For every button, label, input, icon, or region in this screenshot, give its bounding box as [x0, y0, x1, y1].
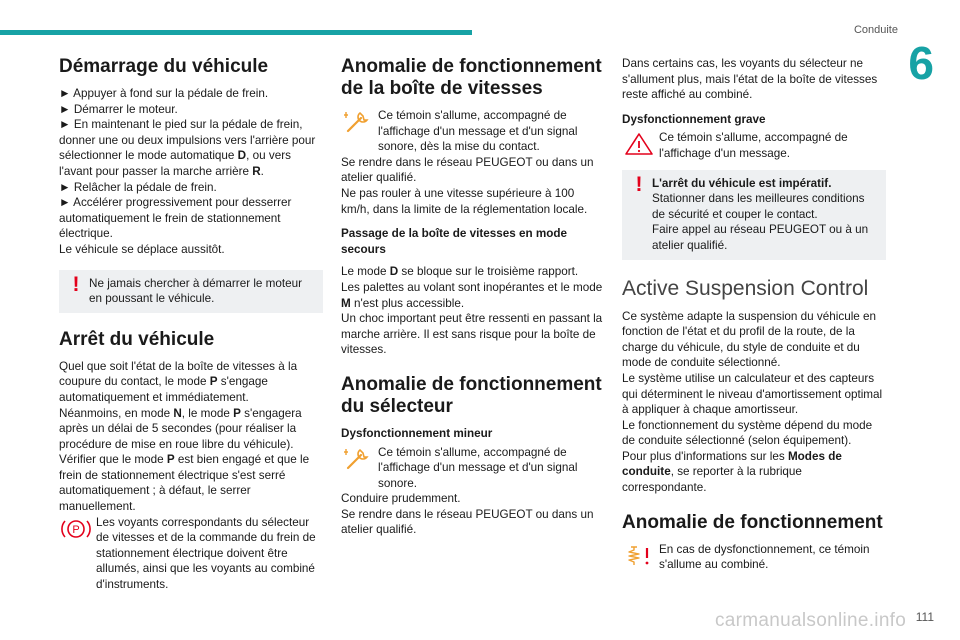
heading-minor-fault: Dysfonctionnement mineur — [341, 426, 493, 440]
heading-start: Démarrage du véhicule — [59, 56, 269, 77]
asc-p2: Le système utilise un calculateur et des capteurs qui déterminent le niveau d'amortissement optimal à appliquer à chaque amortisseur. — [622, 371, 883, 417]
heading-suspension-fault: Anomalie de fonctionnement — [622, 511, 883, 533]
stop-p4-row: P Les voyants correspondants du sélecteur de vitesses et de la commande du frein de stationnement électrique doivent être allumés, ainsi que les voyants au combiné d'instruments. — [59, 515, 323, 593]
backup-p2: Les palettes au volant sont inopérantes et le mode M n'est plus accessible. — [341, 280, 603, 310]
warning-triangle-icon — [622, 130, 656, 158]
column-1 — [59, 56, 323, 593]
asc-p1: Ce système adapte la suspension du véhicule en fonction de l'état et du profil de la route, de la charge du véhicule, du style de conduite et du mode de conduite sélectionné. — [622, 309, 877, 370]
backup-p3: Un choc important peut être ressenti en passant la marche arrière. Il est sans risque pour la boîte de vitesses. — [341, 312, 603, 357]
heading-selector-fault: Anomalie de fonctionnement du sélecteur — [341, 373, 602, 417]
start-step-3: ► En maintenant le pied sur la pédale de frein, donner une ou deux impulsions vers l'arrière pour sélectionner le mode automatique D, ou vers l'avant pour passer la marche arrière R. — [59, 118, 316, 178]
minor-p2: Conduire prudemment. — [341, 492, 461, 506]
start-step-4: ► Relâcher la pédale de frein. — [59, 180, 217, 194]
page-number: 111 — [915, 610, 934, 624]
start-result: Le véhicule se déplace aussitôt. — [59, 242, 225, 256]
section-title: Conduite — [853, 24, 898, 36]
start-step-5: ► Accélérer progressivement pour desserrer automatiquement le frein de stationnement électrique. — [59, 196, 292, 241]
start-step-1: ► Appuyer à fond sur la pédale de frein. — [59, 87, 269, 100]
minor-p1-row: Ce témoin s'allume, accompagné de l'affichage d'un message et d'un signal sonore. — [341, 445, 605, 492]
gearbox-p3: Ne pas rouler à une vitesse supérieure à 100 km/h, dans la limite de la réglementation locale. — [341, 186, 588, 216]
column-3 — [622, 56, 886, 573]
fault-p1-row: En cas de dysfonctionnement, ce témoin s'allume au combiné. — [622, 542, 886, 573]
exclamation-icon: ! — [72, 272, 80, 296]
heading-active-suspension: Active Suspension Control — [622, 276, 869, 300]
gearbox-p2: Se rendre dans le réseau PEUGEOT ou dans un atelier qualifié. — [341, 155, 594, 185]
gearbox-p1-row: Ce témoin s'allume, accompagné de l'affichage d'un message et d'un signal sonore, dès la mise du contact. — [341, 108, 605, 155]
asc-p3: Le fonctionnement du système dépend du mode de conduite sélectionné (selon équipement). — [622, 418, 873, 448]
selector-cont-p1: Dans certains cas, les voyants du sélecteur ne s'allument plus, mais l'état de la boîte de vitesses reste affiché au combiné. — [622, 57, 878, 102]
stop-p1: Quel que soit l'état de la boîte de vitesses à la coupure du contact, le mode P s'engage automatiquement et immédiatement. — [59, 359, 298, 404]
heading-major-fault: Dysfonctionnement grave — [622, 112, 766, 126]
column-2 — [341, 56, 605, 538]
start-step-2: ► Démarrer le moteur. — [59, 102, 178, 116]
gearbox-wrench-warning-icon — [341, 108, 375, 136]
major-p1-row: Ce témoin s'allume, accompagné de l'affichage d'un message. — [622, 130, 886, 161]
suspension-fault-icon — [622, 542, 656, 570]
stop-p2: Néanmoins, en mode N, le mode P s'engagera après un délai de 5 secondes (pour réaliser la procédure de mise en roue libre du véhicule). — [59, 406, 302, 451]
backup-p1: Le mode D se bloque sur le troisième rapport. — [341, 265, 579, 279]
header-accent-bar — [0, 30, 472, 35]
watermark: carmanualsonline.info — [715, 610, 907, 631]
notice-push-start: ! Ne jamais chercher à démarrer le moteur en poussant le véhicule. — [59, 270, 323, 313]
gearbox-wrench-warning-icon — [341, 445, 375, 473]
chapter-number: 6 — [908, 37, 934, 89]
park-brake-warning-icon — [59, 515, 93, 543]
heading-stop: Arrêt du véhicule — [59, 328, 215, 350]
stop-p3: Vérifier que le mode P est bien engagé et que le frein de stationnement électrique s'est serré automatiquement ; à défaut, le serrer manuellement. — [59, 453, 310, 514]
notice-mandatory-stop: ! L'arrêt du véhicule est impératif. Stationner dans les meilleures conditions de sécurité et couper le contact. Faire appel au réseau PEUGEOT ou à un atelier qualifié. — [622, 170, 886, 260]
heading-gearbox-fault: Anomalie de fonctionnement de la boîte de vitesses — [341, 56, 602, 99]
exclamation-icon: ! — [635, 172, 643, 196]
svg-text:P: P — [72, 523, 80, 536]
minor-p3: Se rendre dans le réseau PEUGEOT ou dans un atelier qualifié. — [341, 507, 594, 537]
asc-p4: Pour plus d'informations sur les Modes de conduite, se reporter à la rubrique correspondante. — [622, 449, 842, 495]
heading-backup-mode: Passage de la boîte de vitesses en mode secours — [341, 227, 568, 256]
